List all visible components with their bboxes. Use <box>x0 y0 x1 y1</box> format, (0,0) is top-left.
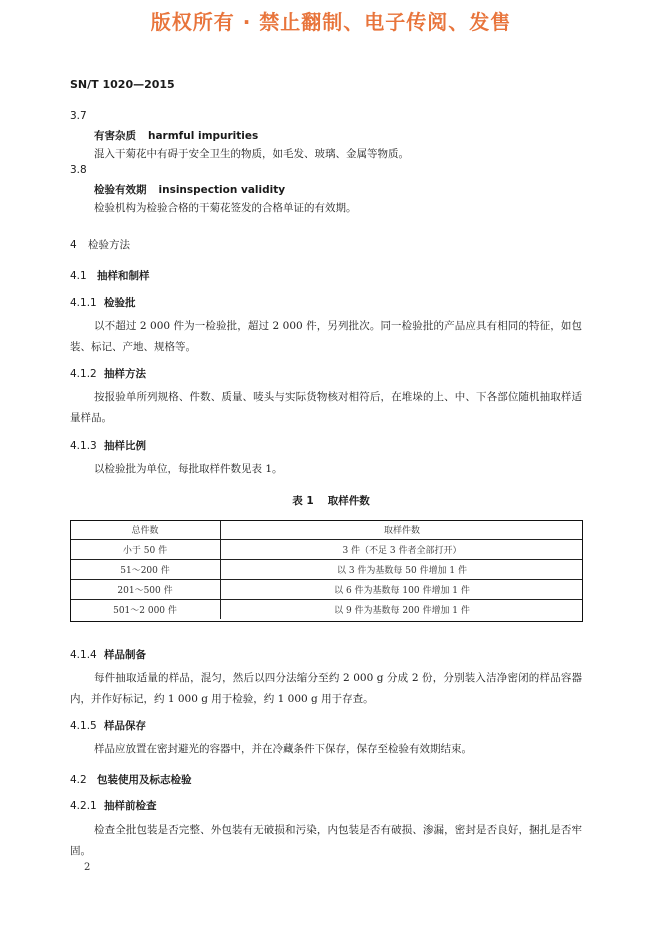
term-heading <box>94 128 258 143</box>
clause-number: 4.1.3 <box>70 440 97 452</box>
clause-text: 检查全批包装是否完整、外包装有无破损和污染，内包装是否有破损、渗漏，密封是否良好，捆扎是否牢固。 <box>70 824 582 857</box>
table-cell: 3 件（不足 3 件者全部打开） <box>221 540 584 560</box>
table-cell: 51～200 件 <box>70 560 221 580</box>
clause-heading <box>70 718 146 733</box>
section-heading <box>70 237 130 252</box>
term-definition: 检验机构为检验合格的干菊花签发的合格单证的有效期。 <box>94 202 357 214</box>
table-cell: 以 6 件为基数每 100 件增加 1 件 <box>221 580 584 600</box>
subsection-number: 4.2 <box>70 774 87 786</box>
term-heading <box>94 182 285 197</box>
clause-text: 以检验批为单位，每批取样件数见表 1。 <box>94 463 283 475</box>
clause-heading <box>70 366 146 381</box>
term-en: insinspection validity <box>158 184 286 196</box>
section-number: 4 <box>70 239 77 251</box>
table-header-row <box>70 520 583 540</box>
clause-title: 样品制备 <box>104 649 146 661</box>
clause-heading <box>70 647 146 662</box>
term-cn: 检验有效期 <box>94 184 147 196</box>
subsection-heading <box>70 268 150 283</box>
table-title: 取样件数 <box>327 495 370 507</box>
table-row <box>70 560 583 580</box>
table-caption <box>0 493 662 508</box>
table-row <box>70 600 583 620</box>
term-definition: 混入干菊花中有碍于安全卫生的物质，如毛发、玻璃、金属等物质。 <box>94 148 409 160</box>
clause-text: 以不超过 2 000 件为一检验批，超过 2 000 件，另列批次。同一检验批的产品应具有相同的特征，如包装、标记、产地、规格等。 <box>70 320 582 353</box>
subsection-title: 抽样和制样 <box>97 270 150 282</box>
column-header: 取样件数 <box>221 520 584 540</box>
term-number: 3.7 <box>70 110 87 122</box>
document-code: SN/T 1020—2015 <box>70 78 175 91</box>
table-number: 表 1 <box>292 495 314 507</box>
subsection-heading <box>70 772 192 787</box>
term-number: 3.8 <box>70 164 87 176</box>
page-number: 2 <box>84 862 91 873</box>
clause-title: 检验批 <box>104 297 136 309</box>
term-en: harmful impurities <box>148 130 259 142</box>
clause-title: 抽样比例 <box>104 440 146 452</box>
clause-number: 4.1.5 <box>70 720 97 732</box>
clause-heading <box>70 295 136 310</box>
table-row <box>70 580 583 600</box>
clause-title: 抽样前检查 <box>104 800 157 812</box>
sample-count-table <box>70 520 583 619</box>
term-cn: 有害杂质 <box>94 130 136 142</box>
table-cell: 501～2 000 件 <box>70 600 221 620</box>
clause-title: 抽样方法 <box>104 368 146 380</box>
section-title: 检验方法 <box>88 239 130 251</box>
table-cell: 以 9 件为基数每 200 件增加 1 件 <box>221 600 584 620</box>
table-cell: 201～500 件 <box>70 580 221 600</box>
clause-heading <box>70 438 146 453</box>
table-row <box>70 540 583 560</box>
subsection-title: 包装使用及标志检验 <box>97 774 192 786</box>
table-cell: 以 3 件为基数每 50 件增加 1 件 <box>221 560 584 580</box>
table-cell: 小于 50 件 <box>70 540 221 560</box>
clause-heading <box>70 798 157 813</box>
copyright-banner: 版权所有 · 禁止翻制、电子传阅、发售 <box>150 10 512 34</box>
subsection-number: 4.1 <box>70 270 87 282</box>
clause-number: 4.1.2 <box>70 368 97 380</box>
clause-text: 按报验单所列规格、件数、质量、唛头与实际货物核对相符后，在堆垛的上、中、下各部位随机抽取样适量样品。 <box>70 391 582 424</box>
clause-text: 样品应放置在密封避光的容器中，并在冷藏条件下保存，保存至检验有效期结束。 <box>94 743 472 755</box>
column-header: 总件数 <box>70 520 221 540</box>
clause-number: 4.2.1 <box>70 800 97 812</box>
clause-text: 每件抽取适量的样品，混匀，然后以四分法缩分至约 2 000 g 分成 2 份，分别装入洁净密闭的样品容器内，并作好标记，约 1 000 g 用于检验，约 1 000 g 用于存查。 <box>70 672 582 705</box>
clause-number: 4.1.4 <box>70 649 97 661</box>
clause-title: 样品保存 <box>104 720 146 732</box>
clause-number: 4.1.1 <box>70 297 97 309</box>
